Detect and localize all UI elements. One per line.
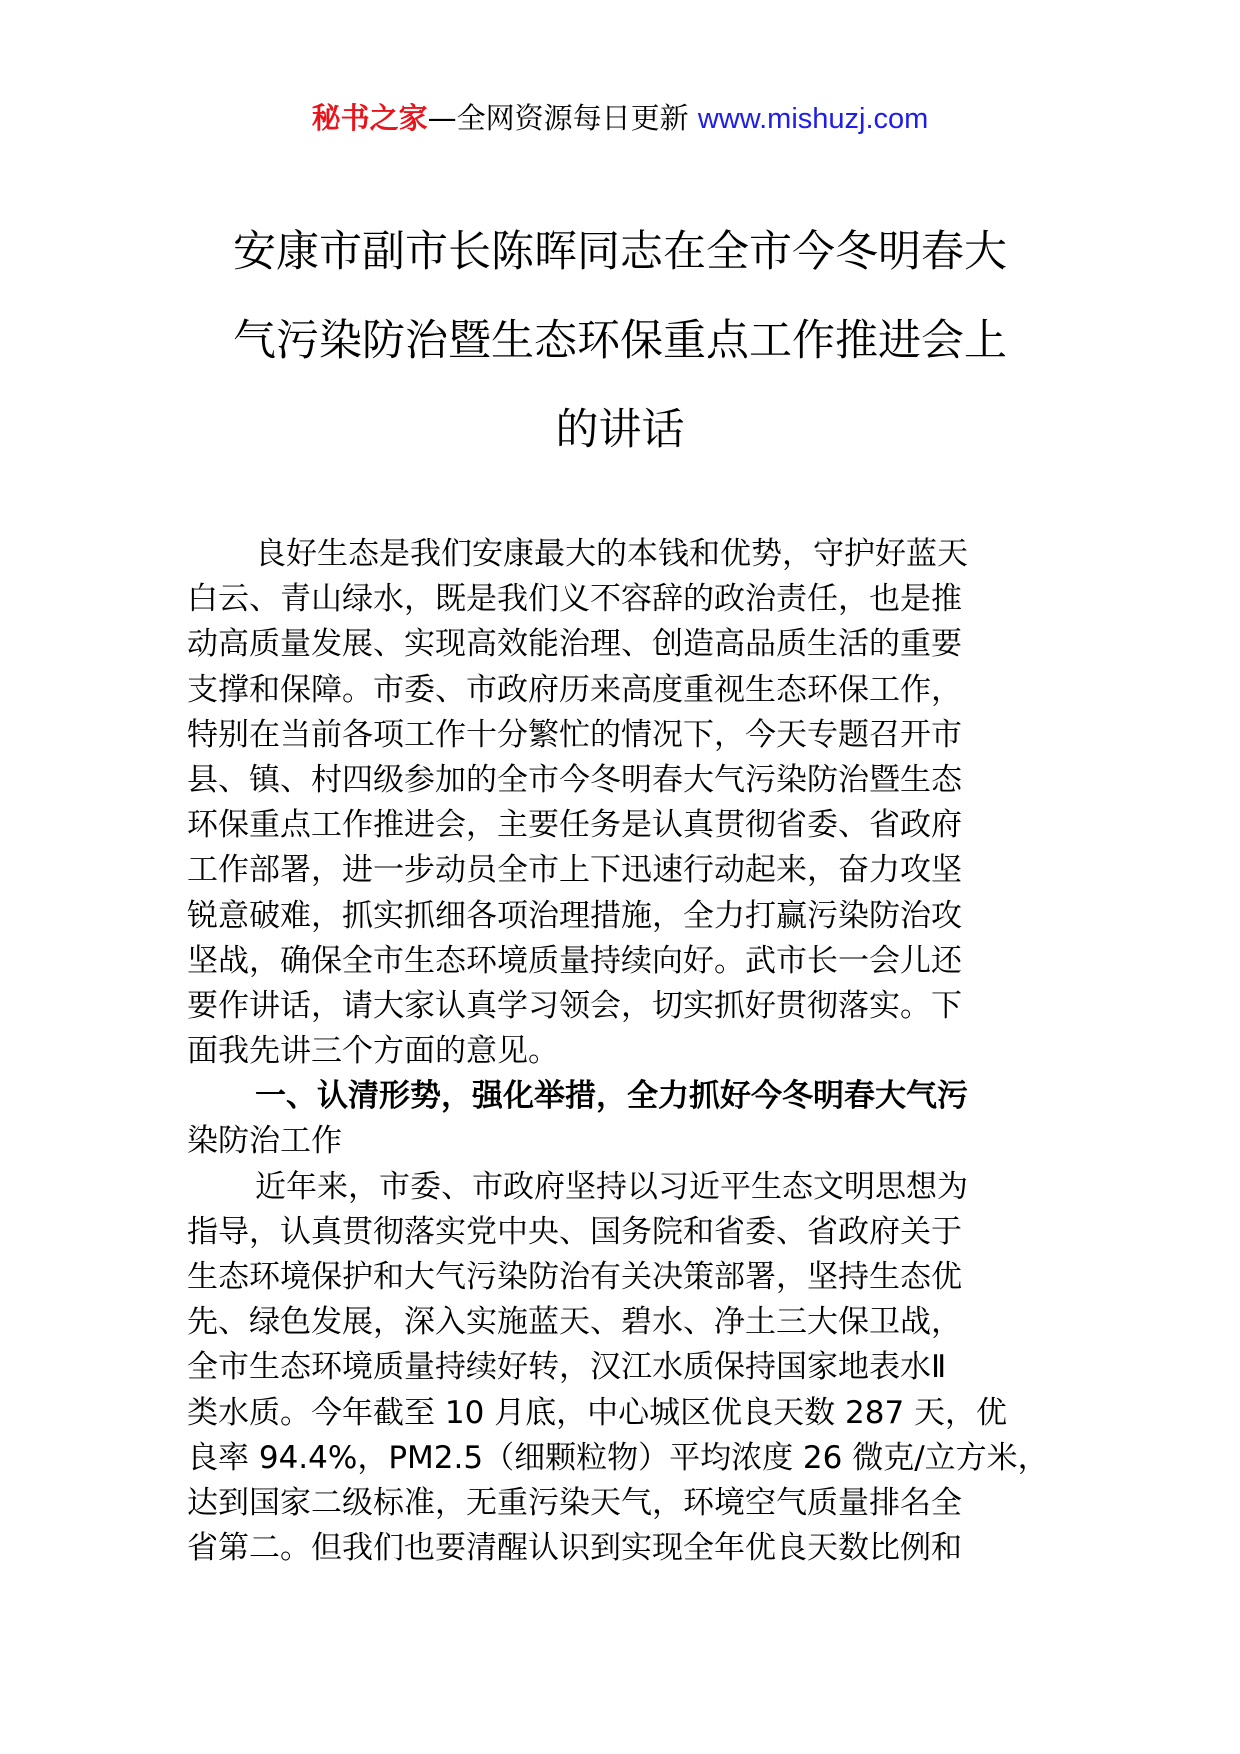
paragraph-line: 良好生态是我们安康最大的本钱和优势，守护好蓝天	[255, 536, 968, 572]
paragraph-line: 全市生态环境质量持续好转，汉江水质保持国家地表水Ⅱ	[187, 1349, 947, 1386]
document-title	[180, 208, 1060, 475]
paragraph-line: 白云、青山绿水，既是我们义不容辞的政治责任，也是推	[187, 581, 962, 618]
paragraph-line: 指导，认真贯彻落实党中央、国务院和省委、省政府关于	[187, 1213, 962, 1250]
paragraph-line: 县、镇、村四级参加的全市今冬明春大气污染防治暨生态	[187, 761, 962, 798]
site-brand: 秘书之家	[311, 101, 428, 135]
title-line: 安康市副市长陈晖同志在全市今冬明春大	[233, 227, 1007, 277]
paragraph-line: 支撑和保障。市委、市政府历来高度重视生态环保工作，	[187, 671, 962, 708]
paragraph-line: 特别在当前各项工作十分繁忙的情况下，今天专题召开市	[187, 716, 962, 753]
paragraph-line: 锐意破难，抓实抓细各项治理措施，全力打赢污染防治攻	[187, 897, 962, 934]
title-line: 气污染防治暨生态环保重点工作推进会上	[233, 316, 1007, 366]
document-body	[187, 532, 1053, 1571]
paragraph-line: 生态环境保护和大气污染防治有关决策部署，坚持生态优	[187, 1259, 962, 1295]
paragraph-line: 动高质量发展、实现高效能治理、创造高品质生活的重要	[187, 626, 962, 663]
paragraph-line: 省第二。但我们也要清醒认识到实现全年优良天数比例和	[187, 1530, 962, 1567]
paragraph-line: 达到国家二级标准，无重污染天气，环境空气质量排名全	[187, 1484, 962, 1521]
title-line: 的讲话	[555, 405, 685, 455]
paragraph-line: 环保重点工作推进会，主要任务是认真贯彻省委、省政府	[187, 807, 962, 844]
site-slogan: —全网资源每日更新	[427, 101, 698, 135]
paragraph-line: 近年来，市委、市政府坚持以习近平生态文明思想为	[255, 1168, 968, 1205]
paragraph-line: 工作部署，进一步动员全市上下迅速行动起来，奋力攻坚	[187, 852, 962, 889]
site-url-link[interactable]: www.mishuzj.com	[697, 103, 929, 135]
section-heading-line: 一、认清形势，强化举措，全力抓好今冬明春大气污	[255, 1078, 968, 1115]
paragraph-line: 面我先讲三个方面的意见。	[187, 1033, 559, 1070]
site-header	[0, 98, 1240, 139]
paragraph-line: 坚战，确保全市生态环境质量持续向好。武市长一会儿还	[187, 942, 962, 979]
paragraph-line: 先、绿色发展，深入实施蓝天、碧水、净土三大保卫战，	[187, 1304, 962, 1341]
paragraph-line: 良率 94.4%，PM2.5（细颗粒物）平均浓度 26 微克/立方米，	[187, 1439, 1049, 1476]
paragraph-line: 类水质。今年截至 10 月底，中心城区优良天数 287 天，优	[187, 1394, 1008, 1431]
paragraph-line: 要作讲话，请大家认真学习领会，切实抓好贯彻落实。下	[187, 987, 962, 1024]
section-heading-line: 染防治工作	[187, 1123, 342, 1160]
